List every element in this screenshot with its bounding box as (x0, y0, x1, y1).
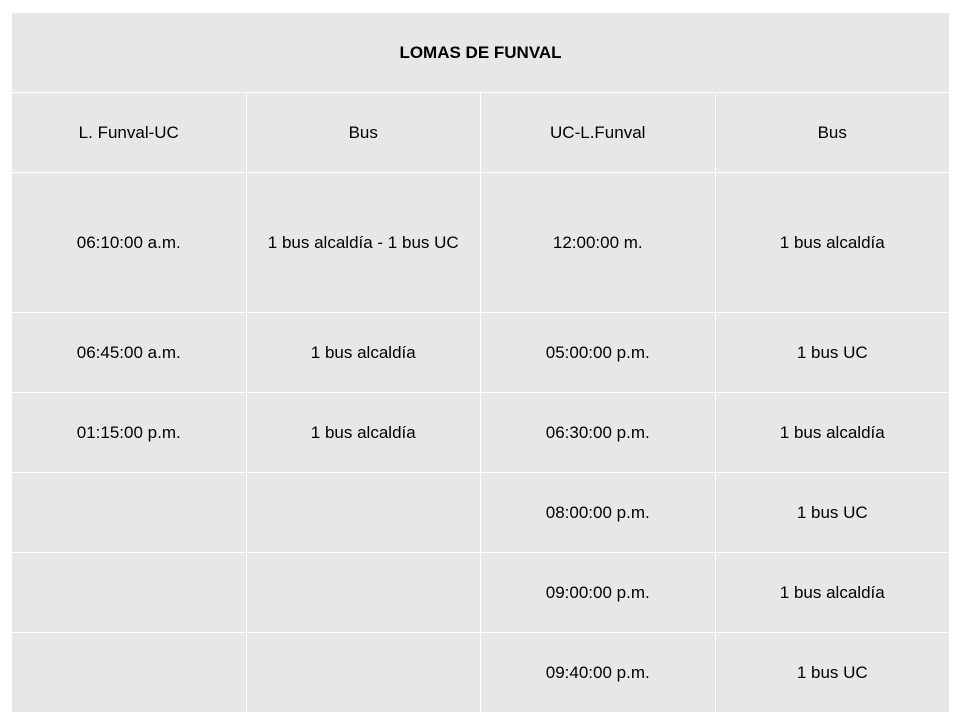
departure-time-lfunval (12, 553, 247, 633)
bus-assignment-return: 1 bus alcaldía (715, 553, 950, 633)
departure-time-uc: 05:00:00 p.m. (481, 313, 716, 393)
table-row (12, 473, 950, 553)
header-bus-return: Bus (715, 93, 950, 173)
departure-time-uc: 06:30:00 p.m. (481, 393, 716, 473)
bus-assignment-return: 1 bus alcaldía (715, 393, 950, 473)
bus-assignment-outbound: 1 bus alcaldía (246, 393, 481, 473)
departure-time-uc: 09:00:00 p.m. (481, 553, 716, 633)
departure-time-uc: 08:00:00 p.m. (481, 473, 716, 553)
departure-time-lfunval (12, 473, 247, 553)
header-uc-lfunval: UC-L.Funval (481, 93, 716, 173)
table-row (12, 553, 950, 633)
bus-schedule-table (11, 12, 950, 713)
header-bus-outbound: Bus (246, 93, 481, 173)
bus-assignment-return: 1 bus UC (715, 633, 950, 713)
bus-assignment-return: 1 bus alcaldía (715, 173, 950, 313)
table-header-row (12, 93, 950, 173)
departure-time-uc: 09:40:00 p.m. (481, 633, 716, 713)
bus-assignment-outbound (246, 553, 481, 633)
departure-time-lfunval (12, 633, 247, 713)
bus-assignment-outbound: 1 bus alcaldía (246, 313, 481, 393)
table-row (12, 393, 950, 473)
bus-assignment-outbound (246, 633, 481, 713)
bus-assignment-outbound: 1 bus alcaldía - 1 bus UC (246, 173, 481, 313)
table-row (12, 633, 950, 713)
departure-time-lfunval: 01:15:00 p.m. (12, 393, 247, 473)
bus-assignment-outbound (246, 473, 481, 553)
header-lfunval-uc: L. Funval-UC (12, 93, 247, 173)
departure-time-uc: 12:00:00 m. (481, 173, 716, 313)
departure-time-lfunval: 06:10:00 a.m. (12, 173, 247, 313)
departure-time-lfunval: 06:45:00 a.m. (12, 313, 247, 393)
table-row (12, 173, 950, 313)
table-row (12, 313, 950, 393)
table-title: LOMAS DE FUNVAL (12, 13, 950, 93)
bus-assignment-return: 1 bus UC (715, 473, 950, 553)
table-title-row (12, 13, 950, 93)
bus-assignment-return: 1 bus UC (715, 313, 950, 393)
